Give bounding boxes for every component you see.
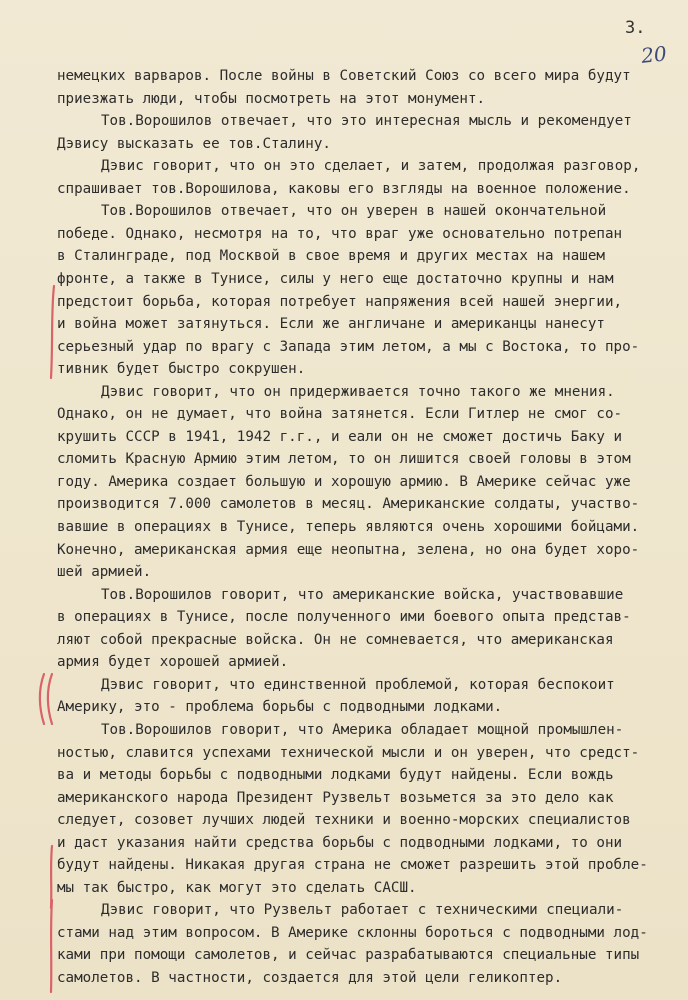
text-line: победе. Однако, несмотря на то, что враг уже основательно потрепан (57, 225, 623, 242)
text-line: Дэвис говорит, что он придерживается точно такого же мнения. (101, 383, 615, 400)
text-line: и даст указания найти средства борьбы с подводными лодками, то они (57, 834, 623, 851)
text-line: Америку, это - проблема борьбы с подводными лодками. (57, 699, 503, 716)
text-line: следует, созовет лучших людей техники и военно-морских специалистов (57, 812, 631, 829)
text-line: вавшие в операциях в Тунисе, теперь являются очень хорошими бойцами. (57, 519, 640, 535)
text-line: Тов.Ворошилов отвечает, что он уверен в нашей окончательной (101, 203, 607, 220)
text-line: самолетов. В частности, создается для этой цели геликоптер. (57, 970, 563, 986)
text-line: и война может затянуться. Если же англичане и американцы нанесут (57, 316, 605, 333)
text-line: ва и методы борьбы с подводными лодками будут найдены. Если вождь (57, 767, 614, 784)
text-line: в операциях в Тунисе, после полученного ими боевого опыта представ- (57, 609, 631, 626)
page-number: 3. (625, 18, 646, 38)
text-line: предстоит борьба, которая потребует напряжения всей нашей энергии, (57, 293, 623, 310)
text-line: Дэвис говорит, что единственной проблемой, которая беспокоит (101, 676, 615, 693)
text-line: сломить Красную Армию этим летом, то он лишится своей головы в этом (57, 451, 631, 468)
text-line: Дэвису высказать ее тов.Сталину. (57, 135, 331, 152)
text-line: шей армией. (57, 564, 152, 581)
text-line: Тов.Ворошилов отвечает, что это интересная мысль и рекомендует (101, 113, 632, 130)
text-line: Дэвис говорит, что Рузвельт работает с техническими специали- (101, 902, 624, 919)
handwritten-page-number: 20 (640, 41, 668, 68)
text-line: крушить СССР в 1941, 1942 г.г., и еали он не сможет достичь Баку и (57, 428, 623, 445)
text-line: тивник будет быстро сокрушен. (57, 361, 306, 378)
text-line: немецких варваров. После войны в Советский Союз со всего мира будут (57, 68, 631, 84)
text-line: фронте, а также в Тунисе, силы у него еще достаточно крупны и нам (57, 270, 614, 287)
text-line: Тов.Ворошилов говорит, что американские войска, участвовавшие (101, 586, 624, 603)
text-line: стами над этим вопросом. В Америке склонны бороться с подводными лод- (57, 924, 648, 941)
text-line: мы так быстро, как могут это сделать САСШ. (57, 879, 417, 896)
text-line: ляют собой прекрасные войска. Он не сомневается, что американская (57, 631, 614, 648)
text-line: производится 7.000 самолетов в месяц. Американские солдаты, участво- (57, 496, 640, 513)
text-line: году. Америка создает большую и хорошую армию. В Америке сейчас уже (57, 473, 631, 490)
text-line: серьезный удар по врагу с Запада этим летом, а мы с Востока, то про- (57, 338, 640, 355)
text-line: армия будет хорошей армией. (57, 654, 289, 671)
text-line: американского народа Президент Рузвельт возьмется за это дело как (57, 789, 614, 806)
text-line: будут найдены. Никакая другая страна не сможет разрешить этой пробле- (57, 857, 648, 874)
text-line: Конечно, американская армия еще неопытна, зелена, но она будет хоро- (57, 541, 640, 558)
text-line: ностью, славится успехами технической мысли и он уверен, что средст- (57, 744, 640, 761)
text-line: Дэвис говорит, что он это сделает, и затем, продолжая разговор, (101, 158, 641, 175)
text-line: спрашивает тов.Ворошилова, каковы его взгляды на военное положение. (57, 180, 631, 197)
text-line: приезжать люди, чтобы посмотреть на этот монумент. (57, 90, 486, 107)
text-line: Тов.Ворошилов говорит, что Америка обладает мощной промышлен- (101, 721, 624, 738)
text-line: Однако, он не думает, что война затянется. Если Гитлер не смог со- (57, 406, 623, 423)
text-line: в Сталинграде, под Москвой в свое время и других местах на нашем (57, 248, 605, 265)
text-line: ками при помощи самолетов, и сейчас разрабатываются специальные типы (57, 947, 640, 964)
